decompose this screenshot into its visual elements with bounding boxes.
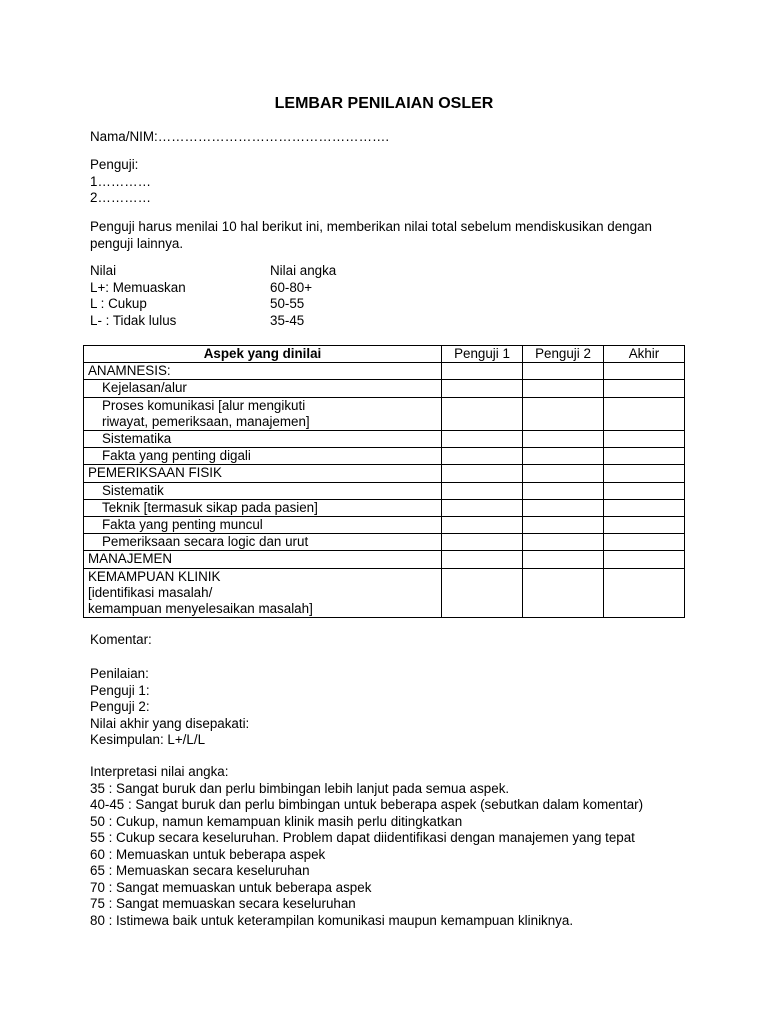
aspek-cell: Sistematika (84, 431, 442, 448)
intro-text: Penguji harus menilai 10 hal berikut ini, memberikan nilai total sebelum mendiskusikan dengan penguji lainnya. (90, 219, 652, 251)
grade-header-nilai: Nilai (90, 263, 117, 278)
table-row (84, 397, 685, 430)
score-cell-akhir[interactable] (604, 551, 685, 568)
grade-label: L- : Tidak lulus (90, 312, 177, 328)
aspek-cell: PEMERIKSAAN FISIK (84, 465, 442, 482)
score-cell-penguji-1[interactable] (442, 551, 523, 568)
nama-nim-line (90, 129, 690, 146)
penguji-item-2: 2………… (90, 190, 152, 205)
table-row (84, 431, 685, 448)
interpretasi-item: 75 : Sangat memuaskan secara keseluruhan (90, 896, 356, 911)
table-row (84, 380, 685, 397)
aspek-cell: Kejelasan/alur (84, 380, 442, 397)
penilaian-item: Penguji 2: (90, 699, 150, 714)
header-aspek: Aspek yang dinilai (84, 346, 442, 363)
score-cell-penguji-2[interactable] (523, 431, 604, 448)
score-cell-penguji-1[interactable] (442, 363, 523, 380)
score-cell-akhir[interactable] (604, 465, 685, 482)
grade-header-angka: Nilai angka (270, 263, 337, 278)
grade-label: L+: Memuaskan (90, 279, 186, 295)
komentar-block (90, 632, 690, 649)
table-row (84, 499, 685, 516)
score-cell-penguji-2[interactable] (523, 465, 604, 482)
score-cell-penguji-1[interactable] (442, 465, 523, 482)
table-row (84, 568, 685, 618)
nama-nim-text: Nama/NIM:……………………………………………. (90, 129, 390, 144)
score-cell-penguji-1[interactable] (442, 482, 523, 499)
aspek-cell: KEMAMPUAN KLINIK [identifikasi masalah/ kemampuan menyelesaikan masalah] (84, 568, 442, 618)
score-cell-akhir[interactable] (604, 363, 685, 380)
intro-block (90, 219, 680, 252)
table-row (84, 363, 685, 380)
score-cell-penguji-1[interactable] (442, 448, 523, 465)
interpretasi-item: 40-45 : Sangat buruk dan perlu bimbingan untuk beberapa aspek (sebutkan dalam komentar) (90, 797, 644, 812)
score-cell-akhir[interactable] (604, 448, 685, 465)
score-cell-penguji-1[interactable] (442, 517, 523, 534)
score-cell-penguji-2[interactable] (523, 482, 604, 499)
score-cell-penguji-2[interactable] (523, 397, 604, 430)
score-cell-penguji-2[interactable] (523, 534, 604, 551)
penilaian-block (90, 666, 690, 749)
score-cell-penguji-2[interactable] (523, 499, 604, 516)
table-header-row (84, 346, 685, 363)
aspek-cell: Sistematik (84, 482, 442, 499)
interpretasi-item: 50 : Cukup, namun kemampuan klinik masih perlu ditingkatkan (90, 813, 463, 829)
table-row (84, 534, 685, 551)
table-row (84, 465, 685, 482)
aspek-cell: Fakta yang penting muncul (84, 517, 442, 534)
aspek-cell: Fakta yang penting digali (84, 448, 442, 465)
penilaian-item: Penguji 1: (90, 682, 150, 698)
grade-label: L : Cukup (90, 296, 147, 311)
score-cell-akhir[interactable] (604, 534, 685, 551)
grade-range: 50-55 (270, 296, 305, 311)
grade-range: 60-80+ (270, 279, 313, 295)
score-cell-penguji-1[interactable] (442, 568, 523, 618)
penilaian-item: Nilai akhir yang disepakati: (90, 715, 250, 731)
interpretasi-item: 55 : Cukup secara keseluruhan. Problem dapat diidentifikasi dengan manajemen yang tepat (90, 830, 635, 845)
aspek-cell: Pemeriksaan secara logic dan urut (84, 534, 442, 551)
grade-row (90, 280, 490, 297)
interpretasi-item: 35 : Sangat buruk dan perlu bimbingan lebih lanjut pada semua aspek. (90, 780, 510, 796)
interpretasi-block (90, 764, 690, 929)
aspek-cell: ANAMNESIS: (84, 363, 442, 380)
score-cell-penguji-2[interactable] (523, 517, 604, 534)
score-cell-penguji-2[interactable] (523, 380, 604, 397)
score-cell-penguji-1[interactable] (442, 431, 523, 448)
score-cell-akhir[interactable] (604, 380, 685, 397)
assessment-table (83, 345, 685, 618)
score-cell-akhir[interactable] (604, 568, 685, 618)
table-row (84, 448, 685, 465)
header-penguji-2: Penguji 2 (523, 346, 604, 363)
penilaian-item: Kesimpulan: L+/L/L (90, 732, 206, 747)
header-penguji-1: Penguji 1 (442, 346, 523, 363)
aspek-cell: Proses komunikasi [alur mengikuti riwayat, pemeriksaan, manajemen] (84, 397, 442, 430)
grade-row (90, 296, 490, 313)
interpretasi-item: 70 : Sangat memuaskan untuk beberapa aspek (90, 879, 372, 895)
header-akhir: Akhir (604, 346, 685, 363)
grade-legend (90, 263, 490, 329)
penguji-item-1: 1………… (90, 173, 152, 189)
table-row (84, 551, 685, 568)
komentar-label: Komentar: (90, 632, 152, 647)
score-cell-akhir[interactable] (604, 397, 685, 430)
grade-row (90, 313, 490, 330)
interpretasi-item: 65 : Memuaskan secara keseluruhan (90, 863, 310, 878)
score-cell-penguji-2[interactable] (523, 363, 604, 380)
score-cell-penguji-2[interactable] (523, 568, 604, 618)
table-row (84, 517, 685, 534)
score-cell-penguji-1[interactable] (442, 380, 523, 397)
grade-legend-header (90, 263, 490, 280)
score-cell-akhir[interactable] (604, 499, 685, 516)
interpretasi-item: 80 : Istimewa baik untuk keterampilan komunikasi maupun kemampuan kliniknya. (90, 912, 574, 928)
score-cell-akhir[interactable] (604, 431, 685, 448)
penilaian-label: Penilaian: (90, 666, 149, 681)
aspek-cell: MANAJEMEN (84, 551, 442, 568)
table-row (84, 482, 685, 499)
penguji-block (90, 157, 690, 207)
page-title: LEMBAR PENILAIAN OSLER (274, 95, 494, 112)
score-cell-penguji-1[interactable] (442, 397, 523, 430)
interpretasi-label: Interpretasi nilai angka: (90, 764, 229, 779)
score-cell-penguji-2[interactable] (523, 551, 604, 568)
score-cell-penguji-2[interactable] (523, 448, 604, 465)
penguji-label: Penguji: (90, 157, 139, 172)
score-cell-akhir[interactable] (604, 517, 685, 534)
aspek-cell: Teknik [termasuk sikap pada pasien] (84, 499, 442, 516)
interpretasi-item: 60 : Memuaskan untuk beberapa aspek (90, 846, 326, 862)
score-cell-akhir[interactable] (604, 482, 685, 499)
score-cell-penguji-1[interactable] (442, 534, 523, 551)
score-cell-penguji-1[interactable] (442, 499, 523, 516)
grade-range: 35-45 (270, 312, 305, 328)
